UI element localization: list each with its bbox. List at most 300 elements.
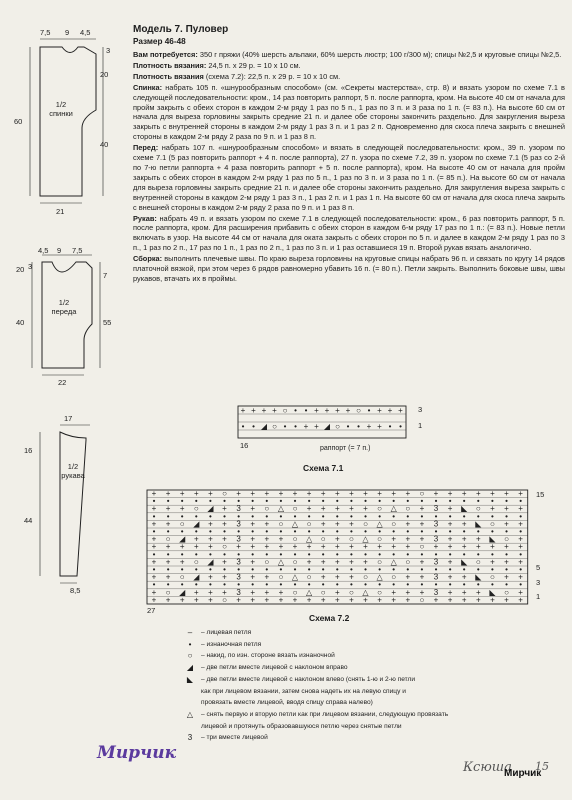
svg-text:+: +	[208, 489, 213, 498]
svg-text:+: +	[306, 489, 312, 498]
svg-text:○: ○	[282, 406, 288, 415]
svg-text:+: +	[303, 422, 309, 431]
svg-text:•: •	[208, 496, 212, 506]
svg-text:+: +	[151, 519, 157, 529]
svg-text:•: •	[293, 549, 297, 559]
legend-purl: • – изнаночная петля	[183, 639, 483, 651]
svg-text:+: +	[475, 595, 481, 605]
svg-text:+: +	[518, 504, 523, 514]
svg-text:○: ○	[306, 519, 312, 529]
legend-k2tog-left: ◣ – две петли вместе лицевой с наклоном влево (снять 1-ю и 2-ю петли	[183, 674, 483, 686]
scheme-7-1-caption: Схема 7.1	[303, 463, 344, 473]
svg-text:△: △	[306, 587, 313, 597]
svg-text:◢: ◢	[193, 572, 200, 582]
svg-text:•: •	[476, 565, 480, 574]
svg-text:+: +	[391, 587, 397, 597]
svg-text:+: +	[222, 504, 227, 514]
back-dim-small: 3	[106, 46, 111, 55]
svg-text:○: ○	[348, 587, 354, 597]
svg-text:△: △	[376, 572, 383, 582]
back-dim-top-2: 9	[65, 28, 70, 37]
svg-text:•: •	[420, 527, 424, 536]
svg-text:+: +	[222, 519, 227, 529]
svg-text:•: •	[519, 549, 523, 559]
svg-text:+: +	[236, 542, 241, 552]
svg-text:+: +	[208, 534, 213, 544]
svg-text:+: +	[461, 534, 467, 544]
svg-text:+: +	[278, 595, 284, 605]
svg-text:+: +	[447, 595, 453, 605]
svg-text:+: +	[518, 519, 523, 529]
svg-text:•: •	[476, 527, 480, 536]
svg-text:•: •	[237, 565, 241, 574]
svg-text:•: •	[406, 565, 410, 574]
svg-text:+: +	[461, 489, 467, 498]
svg-text:+: +	[518, 534, 523, 544]
svg-text:•: •	[519, 565, 523, 574]
svg-text:+: +	[222, 572, 227, 582]
svg-text:+: +	[250, 504, 256, 514]
svg-text:+: +	[518, 572, 523, 582]
svg-text:•: •	[321, 527, 325, 536]
svg-text:3: 3	[433, 504, 439, 514]
svg-text:○: ○	[377, 587, 383, 597]
front-dim-right-1: 7	[103, 271, 108, 280]
svg-text:△: △	[390, 557, 397, 567]
svg-text:•: •	[241, 422, 245, 431]
svg-text:+: +	[366, 422, 372, 431]
svg-text:•: •	[378, 549, 382, 559]
svg-text:•: •	[335, 565, 339, 574]
svg-text:○: ○	[292, 557, 298, 567]
svg-text:•: •	[349, 565, 353, 574]
svg-text:+: +	[264, 519, 270, 529]
svg-text:+: +	[222, 534, 227, 544]
svg-text:•: •	[335, 549, 339, 559]
front-dim-right-2: 55	[103, 318, 112, 327]
svg-text:△: △	[277, 504, 284, 514]
svg-text:○: ○	[222, 542, 227, 552]
svg-text:•: •	[364, 496, 367, 506]
front-label: 1/2 переда	[51, 298, 77, 316]
svg-text:○: ○	[391, 519, 397, 529]
svg-text:○: ○	[475, 504, 481, 514]
svg-text:+: +	[306, 595, 312, 605]
svg-text:+: +	[461, 572, 467, 582]
svg-text:○: ○	[475, 557, 481, 567]
svg-text:○: ○	[419, 595, 425, 605]
svg-text:△: △	[277, 557, 284, 567]
svg-text:○: ○	[335, 422, 340, 431]
svg-text:+: +	[433, 595, 439, 605]
svg-text:+: +	[490, 557, 495, 567]
svg-text:•: •	[335, 527, 339, 536]
svg-text:•: •	[349, 549, 353, 559]
svg-text:○: ○	[292, 587, 298, 597]
svg-text:+: +	[349, 519, 354, 529]
svg-text:•: •	[237, 549, 241, 559]
size-heading: Размер 46-48	[133, 37, 186, 46]
svg-text:•: •	[293, 527, 297, 536]
svg-text:•: •	[237, 580, 241, 590]
svg-text:◢: ◢	[179, 587, 186, 597]
back-dim-left: 60	[14, 117, 23, 126]
svg-text:+: +	[264, 489, 270, 498]
svg-text:•: •	[194, 580, 198, 590]
svg-text:•: •	[392, 580, 396, 590]
svg-text:•: •	[349, 511, 353, 521]
svg-text:○: ○	[306, 572, 312, 582]
svg-text:+: +	[475, 489, 481, 498]
svg-text:+: +	[349, 557, 354, 567]
svg-text:+: +	[193, 489, 199, 498]
svg-text:•: •	[279, 496, 283, 506]
svg-text:•: •	[166, 511, 170, 521]
svg-text:•: •	[364, 527, 367, 536]
svg-text:◣: ◣	[461, 504, 468, 514]
svg-text:+: +	[151, 595, 157, 605]
svg-text:•: •	[293, 511, 297, 521]
back-dim-top-1: 7,5	[40, 28, 51, 37]
back-dim-right-2: 40	[100, 140, 109, 149]
svg-text:+: +	[179, 595, 185, 605]
svg-text:•: •	[293, 565, 297, 574]
svg-text:+: +	[349, 572, 354, 582]
decrease-right-icon: ◢	[186, 663, 194, 673]
svg-text:+: +	[447, 504, 453, 514]
svg-text:○: ○	[405, 504, 411, 514]
svg-text:+: +	[278, 542, 284, 552]
svg-text:+: +	[405, 519, 411, 529]
svg-text:•: •	[392, 511, 396, 521]
svg-text:◢: ◢	[260, 422, 268, 431]
yarn-over-icon: ○	[187, 651, 193, 661]
svg-text:+: +	[447, 557, 453, 567]
svg-text:•: •	[392, 527, 396, 536]
svg-text:+: +	[165, 595, 171, 605]
svg-text:•: •	[321, 511, 325, 521]
svg-text:3: 3	[433, 519, 439, 529]
svg-text:○: ○	[363, 572, 368, 582]
svg-text:•: •	[448, 580, 452, 590]
svg-text:+: +	[419, 519, 425, 529]
svg-text:•: •	[519, 580, 523, 590]
svg-text:+: +	[334, 595, 340, 605]
svg-text:+: +	[504, 504, 509, 514]
svg-text:•: •	[434, 565, 438, 574]
svg-text:+: +	[391, 534, 397, 544]
svg-text:•: •	[476, 549, 480, 559]
front-dim-top-2: 9	[57, 246, 62, 255]
front-paragraph: Перед: набрать 107 п. «шнурообразным способом» и вязать в следующей последовательности: кром., 39 п. узором по схеме 7.1 (5 раз повторить раппорт + 4 п. после раппорта), 27 п. узора по схеме 7.2, 39 п. узором по схеме 7.1 (5 раз со 2-й по 7-ю петли раппорта + 4 раза повторить раппорт + 5 п. после раппорта), кром. На высоте 40 см от начала для пройм закрыть с обеих сторон в каждом 2-м ряду 1 раз по 5 п., 1 раз по 3 п. и 3 раза по 1 п. (= 85 п.). На высоте 60 см от начала для выреза горловины закрыть средние 21 п. и далее обе стороны закончить раздельно. Для закругления выреза закрыть с внутренней стороны в каждом 2-м ряду 1 раз 3 п., 1 раз 2 п. и 1 раз 1 п. На высоте 60 см от начала для скоса плеча закрыть с внешней стороны в каждом 2-м ряду 2 раза по 9 п. и 1 раз 8 п.	[133, 143, 565, 212]
svg-text:•: •	[321, 549, 325, 559]
legend-k2tog-right: ◢ – две петли вместе лицевой с наклоном вправо	[183, 662, 483, 674]
svg-text:+: +	[320, 595, 326, 605]
svg-text:+: +	[320, 519, 326, 529]
svg-text:•: •	[476, 496, 480, 506]
svg-text:•: •	[406, 580, 410, 590]
svg-text:•: •	[462, 580, 466, 590]
svg-text:+: +	[377, 489, 382, 498]
svg-text:•: •	[349, 527, 353, 536]
page-title: Модель 7. Пуловер	[133, 24, 229, 35]
svg-text:+: +	[208, 595, 213, 605]
svg-text:•: •	[434, 496, 438, 506]
svg-text:•: •	[166, 580, 170, 590]
svg-text:•: •	[490, 511, 494, 521]
svg-text:•: •	[279, 511, 283, 521]
svg-text:+: +	[391, 489, 397, 498]
legend	[183, 627, 483, 744]
scheme-7-2-stitch-count: 27	[147, 606, 156, 615]
sleeve-label: 1/2 рукава	[61, 462, 85, 480]
svg-text:•: •	[223, 496, 226, 506]
svg-text:+: +	[504, 557, 509, 567]
svg-text:+: +	[222, 557, 227, 567]
svg-text:•: •	[307, 496, 311, 506]
svg-text:○: ○	[320, 534, 326, 544]
svg-text:+: +	[278, 489, 284, 498]
svg-text:•: •	[208, 549, 212, 559]
svg-text:•: •	[406, 496, 410, 506]
svg-text:•: •	[307, 549, 311, 559]
svg-text:•: •	[279, 565, 283, 574]
svg-text:•: •	[293, 580, 297, 590]
svg-text:○: ○	[391, 572, 397, 582]
svg-text:•: •	[237, 511, 241, 521]
svg-text:3: 3	[236, 534, 241, 544]
svg-text:+: +	[306, 504, 312, 514]
svg-text:•: •	[378, 565, 382, 574]
front-dim-bottom: 22	[58, 378, 67, 387]
svg-text:+: +	[363, 595, 368, 605]
svg-text:•: •	[420, 565, 424, 574]
svg-text:+: +	[151, 572, 157, 582]
svg-text:○: ○	[165, 587, 171, 597]
svg-text:△: △	[362, 587, 369, 597]
svg-text:+: +	[151, 489, 157, 498]
svg-text:+: +	[264, 542, 270, 552]
svg-text:+: +	[314, 422, 319, 431]
svg-text:+: +	[179, 504, 185, 514]
back-dim-right-1: 20	[100, 70, 109, 79]
svg-text:•: •	[251, 496, 255, 506]
svg-text:3: 3	[236, 587, 241, 597]
svg-text:+: +	[504, 489, 509, 498]
svg-text:+: +	[398, 406, 403, 415]
svg-text:•: •	[490, 565, 494, 574]
svg-text:◣: ◣	[461, 557, 468, 567]
svg-text:•: •	[194, 565, 198, 574]
svg-text:○: ○	[292, 504, 298, 514]
svg-text:•: •	[251, 527, 255, 536]
knit-symbol-icon: –	[187, 628, 193, 637]
svg-text:+: +	[405, 489, 411, 498]
svg-text:+: +	[151, 534, 157, 544]
svg-text:•: •	[490, 549, 494, 559]
svg-text:+: +	[306, 542, 312, 552]
svg-text:3: 3	[236, 557, 241, 567]
svg-text:•: •	[476, 580, 480, 590]
svg-text:•: •	[420, 549, 424, 559]
svg-text:+: +	[250, 557, 256, 567]
svg-text:+: +	[179, 489, 185, 498]
svg-text:•: •	[367, 406, 371, 415]
svg-text:+: +	[193, 542, 199, 552]
svg-text:•: •	[307, 511, 311, 521]
svg-text:+: +	[334, 489, 340, 498]
svg-text:+: +	[250, 489, 256, 498]
svg-text:+: +	[165, 542, 171, 552]
svg-text:+: +	[405, 534, 411, 544]
svg-text:•: •	[279, 580, 283, 590]
svg-text:•: •	[378, 511, 382, 521]
svg-text:•: •	[434, 580, 438, 590]
svg-text:◢: ◢	[207, 557, 214, 567]
legend-knit: – – лицевая петля	[183, 627, 483, 639]
scheme-7-2-grid	[145, 488, 535, 608]
svg-text:○: ○	[272, 422, 277, 431]
svg-text:•: •	[462, 496, 466, 506]
svg-text:○: ○	[264, 504, 270, 514]
svg-text:+: +	[264, 534, 270, 544]
svg-text:+: +	[447, 572, 453, 582]
svg-text:•: •	[251, 565, 255, 574]
density-paragraph-2: Плотность вязания (схема 7.2): 22,5 п. х 29 р. = 10 х 10 см.	[133, 71, 341, 81]
svg-text:+: +	[475, 534, 481, 544]
svg-text:+: +	[292, 595, 298, 605]
svg-text:•: •	[194, 511, 198, 521]
svg-text:•: •	[208, 527, 212, 536]
svg-text:•: •	[462, 527, 466, 536]
svg-text:+: +	[151, 542, 157, 552]
svg-text:•: •	[462, 549, 466, 559]
svg-text:3: 3	[236, 572, 241, 582]
svg-text:•: •	[321, 565, 325, 574]
svg-text:△: △	[306, 534, 313, 544]
page-number: 15	[535, 760, 549, 773]
svg-text:+: +	[240, 406, 246, 415]
svg-text:+: +	[518, 489, 523, 498]
svg-text:+: +	[419, 587, 425, 597]
svg-text:3: 3	[433, 572, 439, 582]
svg-text:•: •	[321, 496, 325, 506]
scheme-7-1-stitch-count: 16	[240, 441, 249, 450]
svg-text:+: +	[193, 595, 199, 605]
svg-text:+: +	[320, 489, 326, 498]
svg-text:+: +	[405, 542, 411, 552]
svg-text:•: •	[505, 511, 508, 521]
svg-text:△: △	[390, 504, 397, 514]
svg-text:•: •	[152, 580, 156, 590]
svg-text:•: •	[505, 496, 508, 506]
svg-text:•: •	[406, 527, 410, 536]
svg-text:•: •	[208, 511, 212, 521]
sleeve-dim-bottom: 8,5	[70, 586, 81, 595]
svg-text:+: +	[151, 557, 157, 567]
svg-text:•: •	[462, 511, 466, 521]
decrease-left-icon: ◣	[186, 674, 194, 684]
svg-text:+: +	[250, 519, 256, 529]
svg-text:+: +	[461, 587, 467, 597]
svg-text:•: •	[349, 496, 353, 506]
k3tog-icon: 3	[187, 733, 193, 743]
svg-text:+: +	[165, 489, 171, 498]
svg-text:•: •	[265, 511, 269, 521]
svg-text:+: +	[461, 595, 467, 605]
svg-text:+: +	[490, 489, 495, 498]
svg-text:•: •	[519, 511, 523, 521]
scheme-7-2-row-15: 15	[536, 490, 545, 499]
svg-text:•: •	[392, 496, 396, 506]
svg-text:+: +	[349, 504, 354, 514]
svg-text:○: ○	[278, 519, 284, 529]
svg-text:•: •	[420, 511, 424, 521]
svg-text:+: +	[208, 572, 213, 582]
svg-text:+: +	[264, 595, 270, 605]
svg-text:+: +	[264, 572, 270, 582]
back-label: 1/2 спинки	[49, 100, 73, 118]
svg-text:+: +	[250, 572, 256, 582]
svg-text:+: +	[334, 519, 340, 529]
svg-text:◣: ◣	[489, 534, 496, 544]
svg-text:+: +	[518, 595, 523, 605]
svg-text:○: ○	[278, 572, 284, 582]
svg-text:+: +	[377, 595, 382, 605]
svg-text:+: +	[250, 587, 256, 597]
svg-text:•: •	[519, 527, 523, 536]
svg-text:•: •	[223, 565, 226, 574]
svg-text:+: +	[278, 587, 284, 597]
svg-text:+: +	[345, 406, 351, 415]
svg-text:○: ○	[489, 572, 495, 582]
svg-text:•: •	[392, 549, 396, 559]
svg-text:•: •	[304, 406, 308, 415]
svg-text:+: +	[349, 489, 354, 498]
svg-text:○: ○	[264, 557, 270, 567]
sleeve-dim-left-1: 16	[24, 446, 33, 455]
svg-text:•: •	[420, 496, 424, 506]
svg-text:•: •	[406, 549, 410, 559]
svg-text:+: +	[419, 504, 425, 514]
svg-text:◣: ◣	[489, 587, 496, 597]
svg-text:+: +	[151, 504, 157, 514]
svg-text:○: ○	[356, 406, 361, 415]
svg-text:+: +	[475, 587, 481, 597]
svg-text:+: +	[334, 504, 340, 514]
svg-text:◢: ◢	[207, 504, 214, 514]
svg-text:+: +	[447, 534, 453, 544]
svg-text:•: •	[180, 565, 184, 574]
svg-text:○: ○	[377, 504, 383, 514]
svg-text:+: +	[165, 504, 171, 514]
svg-text:+: +	[320, 572, 326, 582]
svg-text:•: •	[279, 549, 283, 559]
svg-text:+: +	[193, 587, 199, 597]
svg-text:•: •	[294, 422, 297, 431]
svg-text:•: •	[364, 580, 367, 590]
svg-text:+: +	[165, 572, 171, 582]
svg-text:•: •	[490, 496, 494, 506]
svg-text:•: •	[505, 549, 508, 559]
svg-text:•: •	[152, 496, 156, 506]
svg-text:○: ○	[348, 534, 354, 544]
svg-text:△: △	[376, 519, 383, 529]
svg-text:+: +	[405, 595, 411, 605]
legend-sk2p: △ – снять первую и вторую петли как при лицевом вязании, следующую провязать	[183, 709, 483, 721]
svg-text:•: •	[223, 580, 226, 590]
svg-text:•: •	[448, 527, 452, 536]
